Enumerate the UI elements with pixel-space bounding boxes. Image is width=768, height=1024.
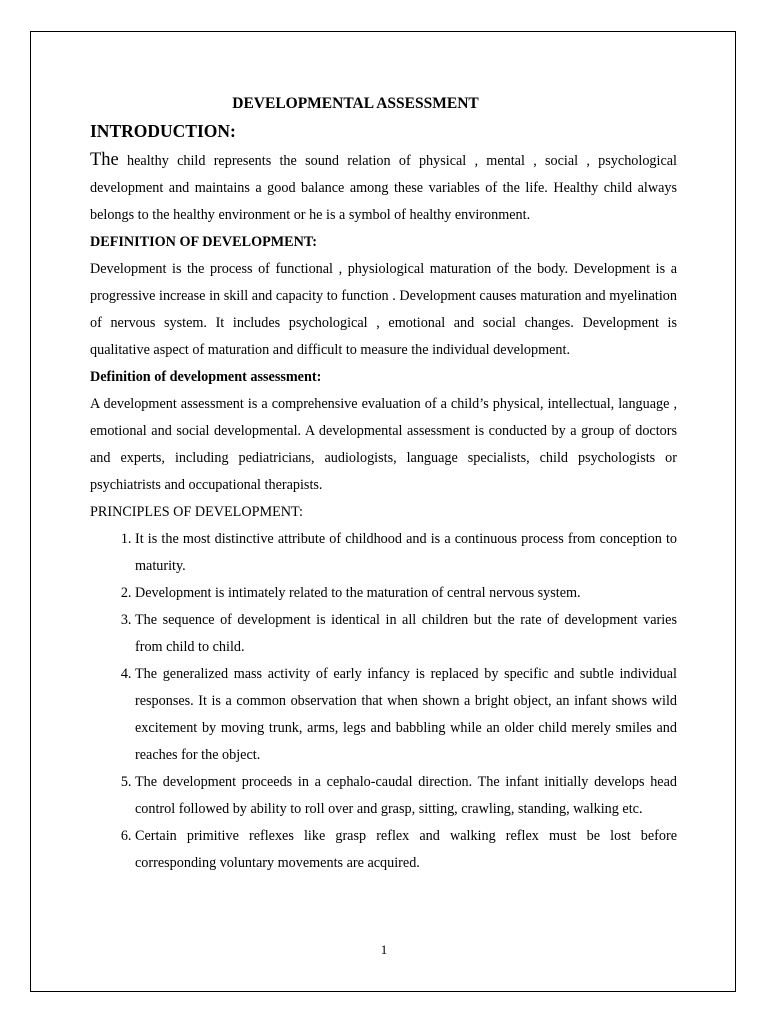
document-title: DEVELOPMENTAL ASSESSMENT — [232, 95, 479, 112]
introduction-text: healthy child represents the sound relation of physical , mental , social , psychological development and maintains a good balance among these variables of the life. Healthy child always belongs to the healthy environment or he is a symbol of healthy environment. — [90, 153, 677, 223]
list-item: 3. The sequence of development is identical in all children but the rate of development varies from child to child. — [135, 607, 677, 661]
list-item: 6. Certain primitive reflexes like grasp reflex and walking reflex must be lost before corresponding voluntary movements are acquired. — [135, 823, 677, 877]
principles-heading: PRINCIPLES OF DEVELOPMENT: — [90, 504, 303, 520]
introduction-lead-word: The — [90, 150, 119, 170]
document-body — [90, 94, 677, 877]
introduction-heading: INTRODUCTION: — [90, 121, 236, 141]
principles-list — [90, 526, 677, 877]
list-item: 1. It is the most distinctive attribute of childhood and is a continuous process from conception to maturity. — [135, 526, 677, 580]
definition-development-paragraph: Development is the process of functional , physiological maturation of the body. Development is a progressive increase in skill and capacity to function . Development causes maturation and myelination of nervous system. It includes psychological , emotional and social changes. Development is qualitative aspect of maturation and difficult to measure the individual development. — [90, 261, 677, 358]
page-number: 1 — [380, 942, 388, 957]
introduction-paragraph — [90, 147, 677, 229]
definition-development-heading: DEFINITION OF DEVELOPMENT: — [90, 234, 318, 250]
definition-assessment-paragraph: A development assessment is a comprehensive evaluation of a child’s physical, intellectual, language , emotional and social developmental. A developmental assessment is conducted by a group of doctors and experts, including pediatricians, audiologists, language specialists, child psychologists or psychiatrists and occupational therapists. — [90, 396, 677, 493]
definition-assessment-heading: Definition of development assessment: — [90, 369, 322, 385]
list-item: 4. The generalized mass activity of early infancy is replaced by specific and subtle individual responses. It is a common observation that when shown a bright object, an infant shows wild excitement by moving trunk, arms, legs and babbling while an older child merely smiles and reaches for the object. — [135, 661, 677, 769]
list-item: 5. The development proceeds in a cephalo-caudal direction. The infant initially develops head control followed by ability to roll over and grasp, sitting, crawling, standing, walking etc. — [135, 769, 677, 823]
list-item: 2. Development is intimately related to the maturation of central nervous system. — [135, 580, 677, 607]
